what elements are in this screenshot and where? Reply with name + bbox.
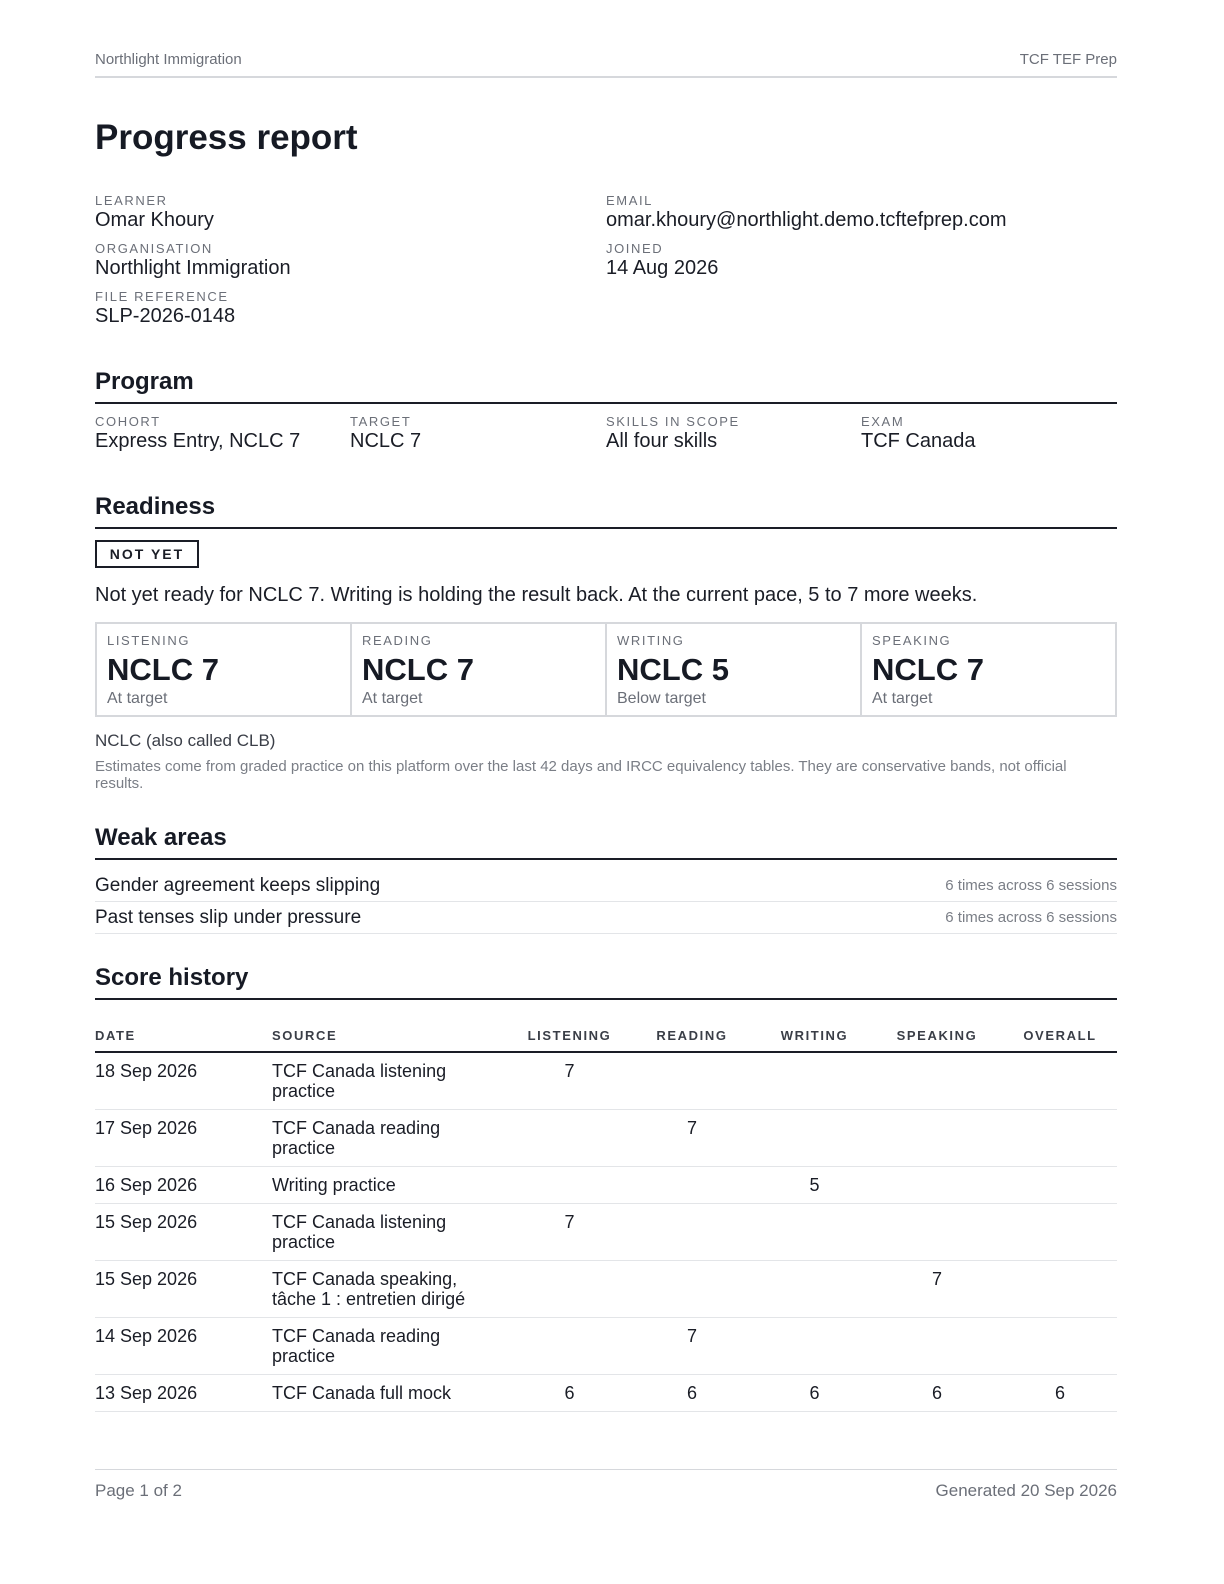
cell-listening	[513, 1110, 626, 1167]
skill-band: NCLC 5	[617, 652, 729, 687]
cell-reading: 7	[626, 1318, 758, 1375]
email-field	[606, 194, 1007, 232]
target-label: TARGET	[350, 414, 412, 429]
cell-overall	[1003, 1052, 1117, 1110]
skill-band: NCLC 7	[872, 652, 984, 687]
cell-speaking: 6	[871, 1375, 1003, 1412]
table-header-row	[95, 1020, 1117, 1052]
readiness-status-badge: NOT YET	[95, 540, 199, 568]
skill-band: NCLC 7	[362, 652, 474, 687]
file-reference-field	[95, 290, 235, 328]
cell-writing	[758, 1318, 871, 1375]
cell-speaking	[871, 1110, 1003, 1167]
cell-listening	[513, 1318, 626, 1375]
cell-source: Writing practice	[272, 1167, 513, 1204]
cell-speaking	[871, 1204, 1003, 1261]
target-value: NCLC 7	[350, 430, 422, 452]
file-reference-value: SLP-2026-0148	[95, 305, 236, 327]
skill-status: At target	[872, 690, 933, 707]
cell-reading	[626, 1052, 758, 1110]
cell-reading: 7	[626, 1110, 758, 1167]
list-item	[95, 902, 1117, 934]
cell-source: TCF Canada full mock	[272, 1375, 513, 1412]
cell-overall	[1003, 1167, 1117, 1204]
cell-speaking	[871, 1167, 1003, 1204]
joined-value: 14 Aug 2026	[606, 257, 719, 279]
cell-listening: 6	[513, 1375, 626, 1412]
joined-label: JOINED	[606, 241, 664, 256]
running-footer	[95, 1469, 1117, 1501]
cell-date: 15 Sep 2026	[95, 1261, 272, 1318]
skills-label: SKILLS IN SCOPE	[606, 414, 740, 429]
organisation-value: Northlight Immigration	[95, 257, 291, 279]
col-reading: READING	[626, 1020, 758, 1052]
cell-source: TCF Canada listening practice	[272, 1052, 513, 1110]
learner-field	[95, 194, 214, 232]
cell-listening: 7	[513, 1204, 626, 1261]
skill-card-reading	[352, 624, 607, 715]
skill-label: LISTENING	[107, 633, 191, 648]
cell-writing	[758, 1052, 871, 1110]
organisation-field	[95, 242, 291, 280]
col-writing: WRITING	[758, 1020, 871, 1052]
joined-field	[606, 242, 718, 280]
cell-date: 16 Sep 2026	[95, 1167, 272, 1204]
skill-card-listening	[97, 624, 352, 715]
cell-source: TCF Canada reading practice	[272, 1318, 513, 1375]
readiness-summary: Not yet ready for NCLC 7. Writing is holding the result back. At the current pace, 5 to 7 more weeks.	[95, 584, 978, 606]
cell-listening: 7	[513, 1052, 626, 1110]
score-history-table	[95, 1020, 1117, 1412]
cell-date: 14 Sep 2026	[95, 1318, 272, 1375]
col-overall: OVERALL	[1003, 1020, 1117, 1052]
cell-date: 17 Sep 2026	[95, 1110, 272, 1167]
cell-writing: 6	[758, 1375, 871, 1412]
estimates-disclaimer: Estimates come from graded practice on this platform over the last 42 days and IRCC equivalency tables. They are conservative bands, not official results.	[95, 758, 1067, 792]
skill-label: READING	[362, 633, 433, 648]
col-source: SOURCE	[272, 1020, 513, 1052]
program-skills	[606, 415, 740, 453]
cell-overall: 6	[1003, 1375, 1117, 1412]
cell-overall	[1003, 1318, 1117, 1375]
cohort-value: Express Entry, NCLC 7	[95, 430, 301, 452]
skill-card-speaking	[862, 624, 1115, 715]
cell-reading	[626, 1261, 758, 1318]
page-number: Page 1 of 2	[95, 1481, 182, 1500]
cell-reading	[626, 1167, 758, 1204]
weak-areas-heading: Weak areas	[95, 824, 1117, 860]
header-org: Northlight Immigration	[95, 51, 242, 68]
email-value: omar.khoury@northlight.demo.tcftefprep.com	[606, 209, 1007, 231]
col-date: DATE	[95, 1020, 272, 1052]
cell-overall	[1003, 1110, 1117, 1167]
exam-value: TCF Canada	[861, 430, 976, 452]
cell-reading	[626, 1204, 758, 1261]
cell-listening	[513, 1261, 626, 1318]
program-cohort	[95, 415, 300, 453]
cell-reading: 6	[626, 1375, 758, 1412]
cell-speaking	[871, 1318, 1003, 1375]
skill-status: At target	[362, 690, 423, 707]
list-item	[95, 870, 1117, 902]
weak-area-name: Gender agreement keeps slipping	[95, 874, 381, 896]
cell-writing: 5	[758, 1167, 871, 1204]
file-reference-label: FILE REFERENCE	[95, 289, 229, 304]
skill-status: Below target	[617, 690, 706, 707]
cell-source: TCF Canada speaking, tâche 1 : entretien dirigé	[272, 1261, 513, 1318]
cell-overall	[1003, 1261, 1117, 1318]
cell-source: TCF Canada listening practice	[272, 1204, 513, 1261]
weak-area-count: 6 times across 6 sessions	[945, 877, 1117, 894]
table-row	[95, 1167, 1117, 1204]
weak-area-count: 6 times across 6 sessions	[945, 909, 1117, 926]
skill-band: NCLC 7	[107, 652, 219, 687]
program-exam	[861, 415, 976, 453]
skill-bands	[95, 622, 1117, 717]
cell-date: 13 Sep 2026	[95, 1375, 272, 1412]
generated-date: Generated 20 Sep 2026	[935, 1481, 1117, 1500]
nclc-note: NCLC (also called CLB)	[95, 731, 276, 750]
program-target	[350, 415, 421, 453]
cell-speaking	[871, 1052, 1003, 1110]
col-listening: LISTENING	[513, 1020, 626, 1052]
cell-writing	[758, 1110, 871, 1167]
table-row	[95, 1261, 1117, 1318]
cell-source: TCF Canada reading practice	[272, 1110, 513, 1167]
learner-value: Omar Khoury	[95, 209, 214, 231]
table-row	[95, 1204, 1117, 1261]
exam-label: EXAM	[861, 414, 905, 429]
weak-area-name: Past tenses slip under pressure	[95, 906, 362, 928]
cohort-label: COHORT	[95, 414, 161, 429]
cell-date: 18 Sep 2026	[95, 1052, 272, 1110]
page-title: Progress report	[95, 118, 358, 157]
skill-status: At target	[107, 690, 168, 707]
report-page	[95, 0, 1117, 1584]
skill-label: WRITING	[617, 633, 685, 648]
cell-overall	[1003, 1204, 1117, 1261]
readiness-heading: Readiness	[95, 493, 1117, 529]
cell-listening	[513, 1167, 626, 1204]
skill-label: SPEAKING	[872, 633, 952, 648]
organisation-label: ORGANISATION	[95, 241, 213, 256]
skills-value: All four skills	[606, 430, 718, 452]
cell-speaking: 7	[871, 1261, 1003, 1318]
score-history-heading: Score history	[95, 964, 1117, 1000]
col-speaking: SPEAKING	[871, 1020, 1003, 1052]
cell-writing	[758, 1204, 871, 1261]
table-row	[95, 1318, 1117, 1375]
email-label: EMAIL	[606, 193, 654, 208]
table-row	[95, 1110, 1117, 1167]
header-product: TCF TEF Prep	[1019, 51, 1117, 68]
learner-label: LEARNER	[95, 193, 168, 208]
program-heading: Program	[95, 368, 1117, 404]
cell-date: 15 Sep 2026	[95, 1204, 272, 1261]
running-header	[95, 51, 1117, 78]
skill-card-writing	[607, 624, 862, 715]
table-row	[95, 1052, 1117, 1110]
cell-writing	[758, 1261, 871, 1318]
table-row	[95, 1375, 1117, 1412]
